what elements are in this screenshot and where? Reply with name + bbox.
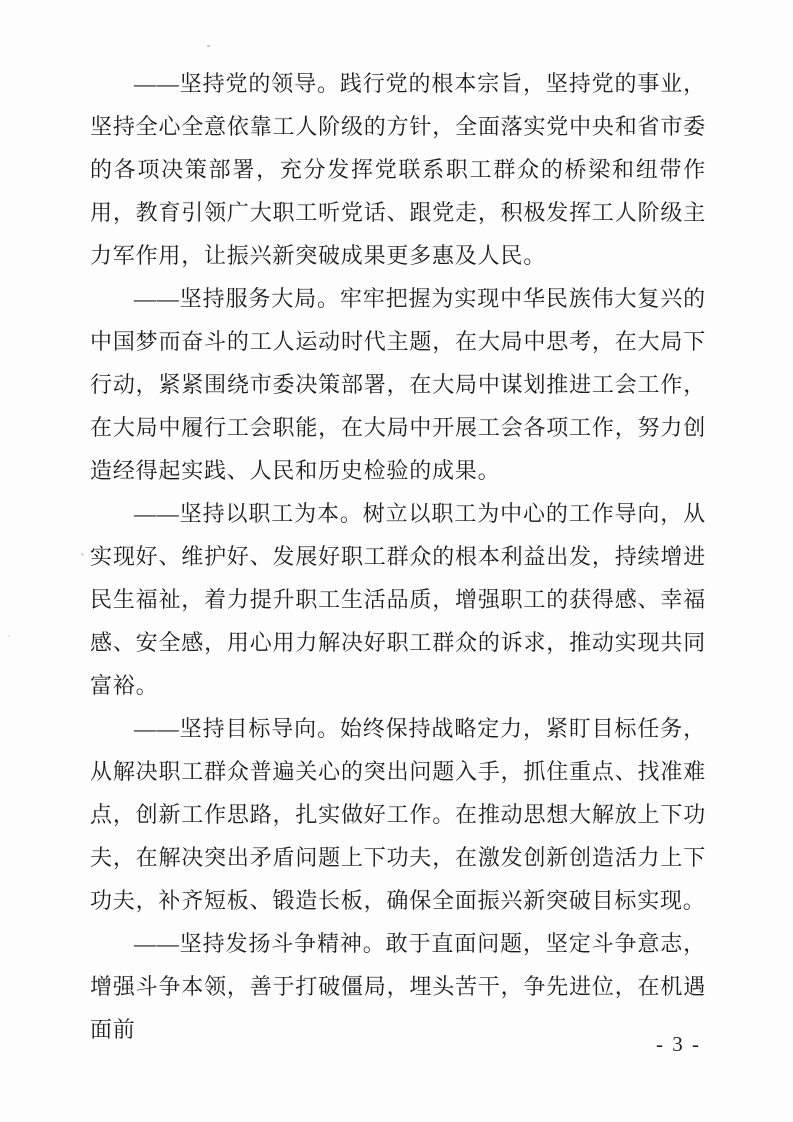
paragraph-fighting-spirit: ——坚持发扬斗争精神。敢于直面问题，坚定斗争意志，增强斗争本领，善于打破僵局，埋头苦干，争先进位，在机遇面前 bbox=[90, 931, 706, 1042]
paragraph-worker-centered: ——坚持以职工为本。树立以职工为中心的工作导向，从实现好、维护好、发展好职工群众的根本利益出发，持续增进民生福祉，着力提升职工生活品质，增强职工的获得感、幸福感、安全感，用心用力解决好职工群众的诉求，推动实现共同富裕。 bbox=[90, 501, 706, 698]
paragraph-goal-oriented: ——坚持目标导向。始终保持战略定力，紧盯目标任务，从解决职工群众普遍关心的突出问题入手，抓住重点、找准难点，创新工作思路，扎实做好工作。在推动思想大解放上下功夫，在解决突出矛盾问题上下功夫，在激发创新创造活力上下功夫，补齐短板、锻造长板，确保全面振兴新突破目标实现。 bbox=[90, 716, 706, 913]
page-number: - 3 - bbox=[656, 1032, 701, 1056]
paragraph-party-leadership: ——坚持党的领导。践行党的根本宗旨，坚持党的事业，坚持全心全意依靠工人阶级的方针，全面落实党中央和省市委的各项决策部署，充分发挥党联系职工群众的桥梁和纽带作用，教育引领广大职工听党话、跟党走，积极发挥工人阶级主力军作用，让振兴新突破成果更多惠及人民。 bbox=[90, 71, 706, 268]
scan-artifact bbox=[8, 635, 10, 637]
scan-artifact bbox=[207, 45, 210, 47]
scan-artifact bbox=[81, 553, 84, 556]
document-body bbox=[90, 62, 706, 1051]
paragraph-serve-overall-situation: ——坚持服务大局。牢牢把握为实现中华民族伟大复兴的中国梦而奋斗的工人运动时代主题，在大局中思考，在大局下行动，紧紧围绕市委决策部署，在大局中谋划推进工会工作，在大局中履行工会职能，在大局中开展工会各项工作，努力创造经得起实践、人民和历史检验的成果。 bbox=[90, 286, 706, 483]
